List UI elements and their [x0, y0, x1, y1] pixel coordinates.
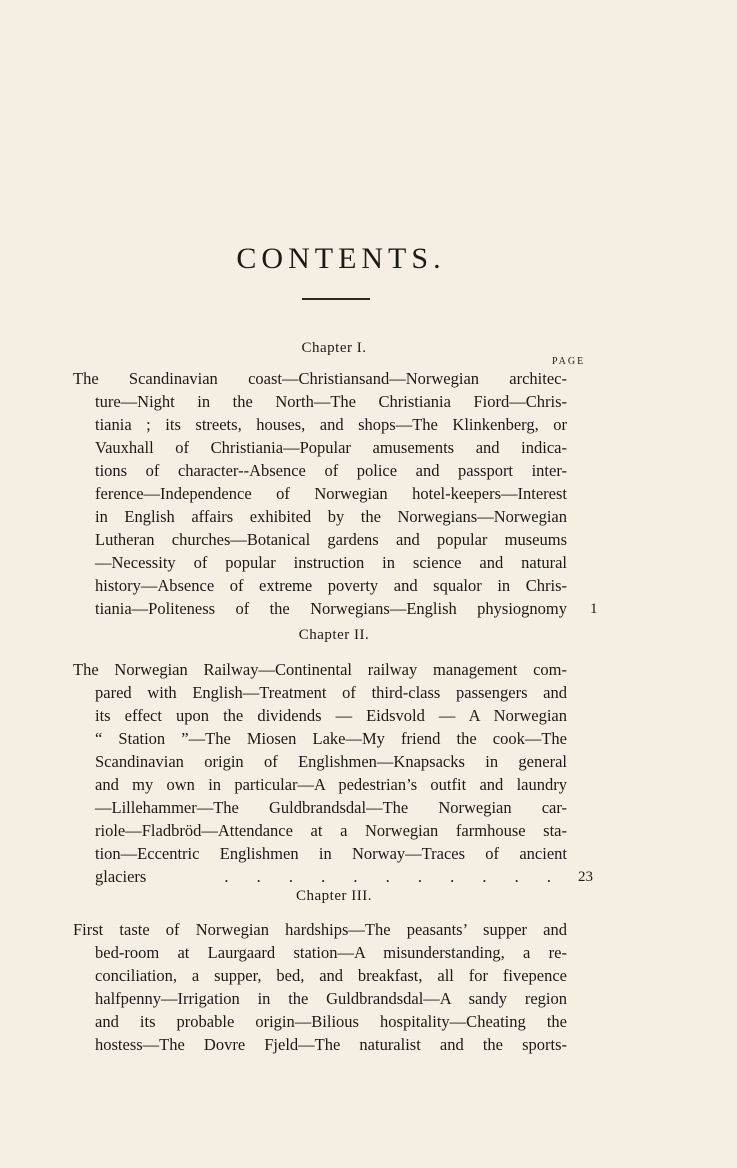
summary-line: hostess—The Dovre Fjeld—The naturalist and the sports-	[95, 1035, 567, 1054]
summary-line: First taste of Norwegian hardships—The peasants’ supper and	[73, 920, 567, 939]
title-rule	[302, 298, 370, 300]
summary-line: tiania ; its streets, houses, and shops—The Klinkenberg, or	[95, 415, 567, 434]
summary-line: and its probable origin—Bilious hospitality—Cheating the	[95, 1012, 567, 1031]
summary-line: history—Absence of extreme poverty and squalor in Chris-	[95, 576, 567, 595]
summary-last-line	[95, 866, 567, 888]
summary-line: —Lillehammer—The Guldbrandsdal—The Norwegian car-	[95, 798, 567, 817]
page-column-label: PAGE	[552, 356, 586, 367]
summary-line: in English affairs exhibited by the Norwegians—Norwegian	[95, 507, 567, 526]
summary-line: ference—Independence of Norwegian hotel-keepers—Interest	[95, 484, 567, 503]
summary-line: pared with English—Treatment of third-class passengers and	[95, 683, 567, 702]
summary-line: glaciers	[95, 867, 147, 886]
summary-line: ture—Night in the North—The Christiania Fiord—Chris-	[95, 392, 567, 411]
summary-line: halfpenny—Irrigation in the Guldbrandsdal—A sandy region	[95, 989, 567, 1008]
summary-line: tiania—Politeness of the Norwegians—English physiognomy	[95, 599, 567, 618]
summary-line: The Norwegian Railway—Continental railway management com-	[73, 660, 567, 679]
chapter-heading: Chapter III.	[296, 888, 372, 904]
dot-leader: . . . . . . . . . . .	[224, 867, 563, 886]
summary-line: tions of character--Absence of police and passport inter-	[95, 461, 567, 480]
summary-line: and my own in particular—A pedestrian’s outfit and laundry	[95, 775, 567, 794]
page-title: CONTENTS.	[236, 242, 446, 276]
chapter-heading: Chapter I.	[301, 340, 367, 356]
summary-line: Scandinavian origin of Englishmen—Knapsacks in general	[95, 752, 567, 771]
summary-line: Lutheran churches—Botanical gardens and popular museums	[95, 530, 567, 549]
summary-line: The Scandinavian coast—Christiansand—Norwegian architec-	[73, 369, 567, 388]
summary-line: riole—Fladbröd—Attendance at a Norwegian farmhouse sta-	[95, 821, 567, 840]
summary-line: —Necessity of popular instruction in science and natural	[95, 553, 567, 572]
page-number: 1	[590, 601, 598, 617]
summary-line: tion—Eccentric Englishmen in Norway—Traces of ancient	[95, 844, 567, 863]
summary-line: conciliation, a supper, bed, and breakfast, all for fivepence	[95, 966, 567, 985]
summary-line: “ Station ”—The Miosen Lake—My friend the cook—The	[95, 729, 567, 748]
summary-line: bed-room at Laurgaard station—A misunderstanding, a re-	[95, 943, 567, 962]
summary-line: its effect upon the dividends — Eidsvold — A Norwegian	[95, 706, 567, 725]
chapter-heading: Chapter II.	[298, 627, 370, 643]
page-number: 23	[578, 869, 593, 885]
summary-line: Vauxhall of Christiania—Popular amusements and indica-	[95, 438, 567, 457]
